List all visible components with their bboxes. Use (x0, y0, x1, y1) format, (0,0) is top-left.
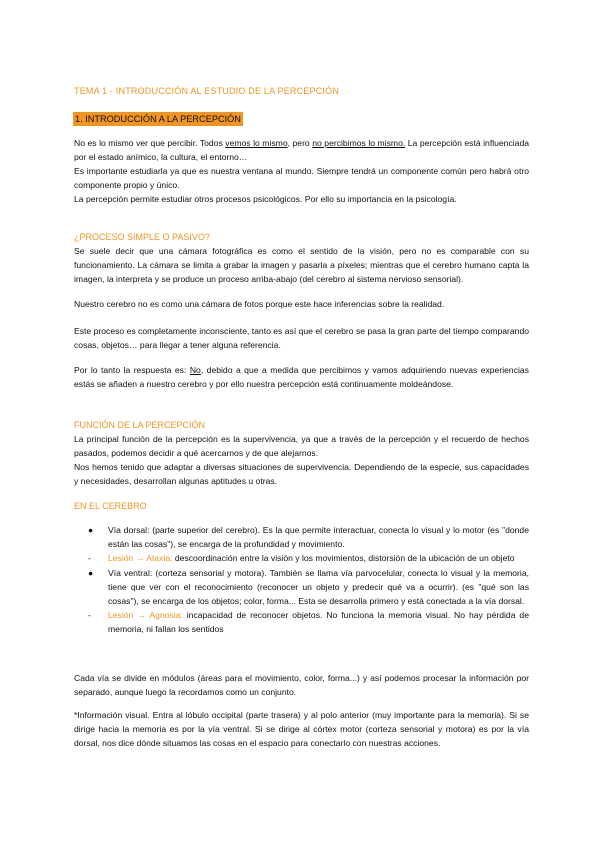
vias-list (74, 523, 529, 637)
paragraph-respuesta: Por lo tanto la respuesta es: No, debido a que a medida que percibimos y vamos adquiriendo nuevas experiencias estás se añaden a nuestro cerebro y por ello nuestra percepción está continuamente moldeándose. (74, 365, 529, 390)
dash-icon: - (88, 610, 91, 621)
list-item-lesion-agnosia: - Lesión → Agnosia: incapacidad de reconocer objetos. No funciona la memoria visual. No hay pérdida de memoria, ni fallan los sentidos (88, 610, 529, 635)
dash-icon: - (88, 553, 91, 564)
heading-proceso: ¿PROCESO SIMPLE O PASIVO? (74, 232, 210, 242)
paragraph-camara: Se suele decir que una cámara fotográfica es como el sentido de la visión, pero no es comparable con su funcionamiento. La cámara se limita a grabar la imagen y pasarla a píxeles; mientras que el cerebro humano capta la imagen, la interpreta y se produce un proceso arriba-abajo (del cerebro al sistema nervioso sensorial). (74, 246, 529, 285)
paragraph-ver-percibir: No es lo mismo ver que percibir. Todos vemos lo mismo, pero no percibimos lo mismo. La percepción está influenciada por el estado anímico, la cultura, el entorno… (74, 138, 529, 163)
paragraph-inconsciente: Este proceso es completamente inconsciente, tanto es así que el cerebro se pasa la gran parte del tiempo comparando cosas, objetos… para llegar a tener alguna referencia. (74, 326, 529, 351)
heading-cerebro: EN EL CEREBRO (74, 501, 147, 511)
list-item-via-dorsal: ● Vía dorsal: (parte superior del cerebro). Es la que permite interactuar, conecta lo visual y lo motor (es "donde están las cosas"), se encarga de la profundidad y movimiento. (88, 525, 529, 550)
bullet-icon: ● (88, 567, 94, 578)
paragraph-procesos: La percepción permite estudiar otros procesos psicológicos. Por ello su importancia en la psicología. (74, 194, 457, 204)
paragraph-adaptacion: Nos hemos tenido que adaptar a diversas situaciones de supervivencia. Dependiendo de la especie, sus capacidades y necesidades, desarrollan algunas aptitudes u otras. (74, 462, 529, 487)
document-title: TEMA 1 - INTRODUCCIÓN AL ESTUDIO DE LA PERCEPCIÓN (74, 86, 340, 96)
list-item-lesion-ataxia: - Lesión → Ataxia: descoordinación entre la visión y los movimientos, distorsión de la ubicación de un objeto (74, 551, 529, 565)
section-heading-introduccion: 1. INTRODUCCIÓN A LA PERCEPCIÓN (75, 114, 241, 124)
list-item-via-ventral: ● Vía ventral: (corteza sensorial y motora). También se llama vía parvocelular, conecta lo visual y la memoria, tiene que ver con el reconocimiento (reconocer un objeto y predecir qué va a ocurrir). (es "qué son las cosas"), se encarga de los objetos; color, forma... Esta se desarrolla primero y está conectada a la vía dorsal. (88, 567, 529, 607)
bullet-icon: ● (88, 525, 94, 535)
paragraph-supervivencia: La principal función de la percepción es la supervivencia, ya que a través de la percepción y el recuerdo de hechos pasados, podemos decidir a qué acercarnos y de que alejarnos. (74, 434, 529, 459)
paragraph-informacion-visual: *Información visual. Entra al lóbulo occipital (parte trasera) y al polo anterior (muy importante para la memoria). Si se dirige hacia la memoria es por la vía ventral. Si se dirige al córtex motor (corteza sensorial y motora) es por la vía dorsal, nos dice dónde situamos las cosas en el espacio para conectarlo con nuestras acciones. (74, 710, 529, 749)
paragraph-inferencias: Nuestro cerebro no es como una cámara de fotos porque este hace inferencias sobre la realidad. (74, 299, 445, 309)
paragraph-ventana: Es importante estudiarla ya que es nuestra ventana al mundo. Siempre tendrá un componente común pero habrá otro componente propio y único. (74, 166, 529, 191)
paragraph-modulos: Cada vía se divide en módulos (áreas para el movimiento, color, forma...) y así podemos procesar la información por separado, aunque luego la recordamos como un conjunto. (74, 673, 529, 698)
heading-funcion: FUNCIÓN DE LA PERCEPCIÓN (74, 420, 206, 430)
